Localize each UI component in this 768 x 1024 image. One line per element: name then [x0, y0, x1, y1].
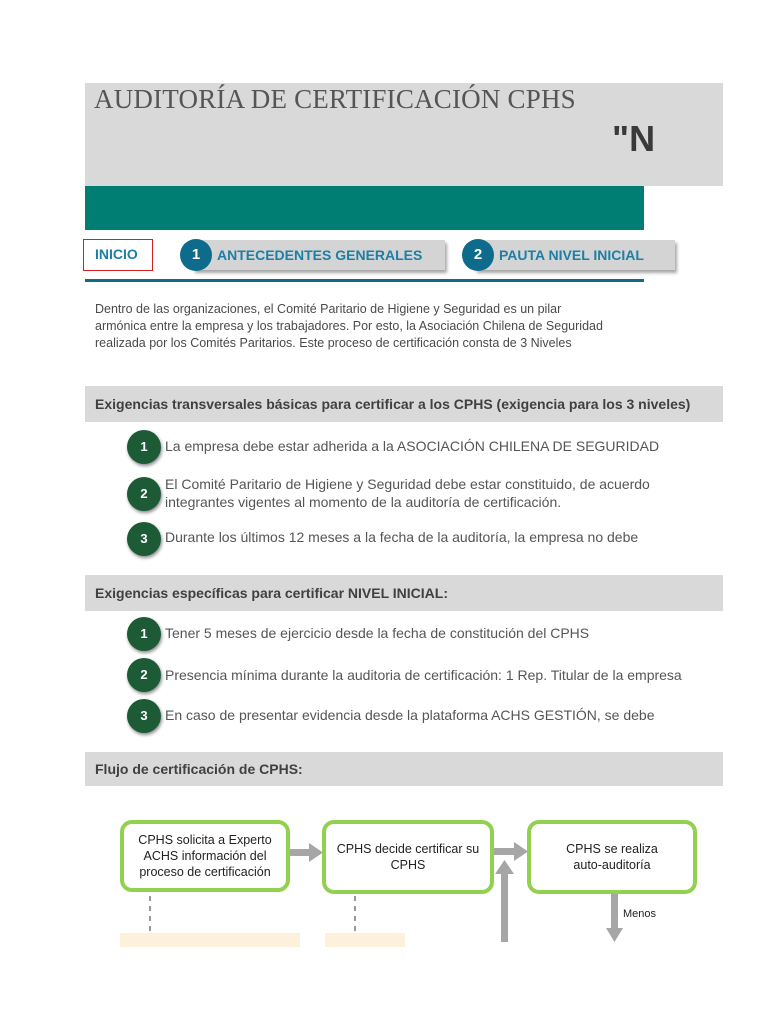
list-item — [125, 655, 682, 699]
arrow-shaft — [501, 872, 508, 942]
number-badge: 3 — [127, 522, 161, 556]
list-item-text: Tener 5 meses de ejercicio desde la fecha de constitución del CPHS — [165, 625, 590, 641]
flow-diagram — [85, 800, 658, 942]
list-item — [125, 472, 650, 516]
arrow-shaft — [290, 849, 310, 856]
tab-number-badge: 2 — [462, 239, 494, 271]
flow-step-text-line: auto-auditoría — [573, 858, 651, 872]
list-item-text-line: integrantes vigentes al momento de la auditoría de certificación. — [165, 494, 562, 510]
list-item — [125, 613, 644, 657]
tab-label: ANTECEDENTES GENERALES — [217, 247, 423, 263]
list-item-text — [165, 475, 650, 511]
list-item-text: En caso de presentar evidencia desde la plataforma ACHS GESTIÓN, se debe — [165, 707, 655, 723]
tab-antecedentes-generales[interactable] — [193, 240, 445, 270]
section-header-flujo — [85, 752, 723, 786]
list-item-text: Durante los últimos 12 meses a la fecha de la auditoría, la empresa no debe — [165, 529, 639, 545]
list-item — [125, 518, 644, 562]
arrow-shaft — [494, 848, 515, 855]
list-item-text: La empresa debe estar adherida a la ASOCIACIÓN CHILENA DE SEGURIDAD — [165, 438, 660, 454]
intro-line: realizada por los Comités Paritarios. Este proceso de certificación consta de 3 Niveles — [95, 336, 572, 350]
flow-arrow-label: Menos — [623, 908, 657, 920]
intro-paragraph — [95, 301, 644, 352]
flow-step-decide: CPHS decide certificar su CPHS — [322, 820, 494, 894]
list-item-text: Presencia mínima durante la auditoria de certificación: 1 Rep. Titular de la empresa — [165, 667, 682, 683]
list-item — [125, 427, 660, 471]
number-badge: 2 — [127, 658, 161, 692]
number-badge: 1 — [127, 430, 161, 464]
arrow-right-icon — [514, 842, 528, 861]
intro-line: Dentro de las organizaciones, el Comité Paritario de Higiene y Seguridad es un pilar — [95, 302, 562, 316]
flow-note-box — [325, 933, 405, 947]
section-heading: Flujo de certificación de CPHS: — [95, 761, 303, 777]
tab-label: PAUTA NIVEL INICIAL — [499, 247, 644, 263]
arrow-down-icon — [606, 928, 623, 942]
flow-note-box — [120, 933, 300, 947]
intro-line: armónica entre la empresa y los trabajadores. Por esto, la Asociación Chilena de Seguridad — [95, 319, 603, 333]
arrow-up-icon — [495, 860, 514, 874]
teal-banner — [85, 186, 644, 230]
section-heading: Exigencias específicas para certificar NIVEL INICIAL: — [95, 585, 449, 601]
section-heading: Exigencias transversales básicas para certificar a los CPHS (exigencia para los 3 niveles) — [95, 396, 691, 412]
nav-bar — [80, 236, 644, 284]
nav-divider — [85, 279, 644, 282]
tab-pauta-nivel-inicial[interactable] — [475, 240, 675, 270]
list-item-text-line: El Comité Paritario de Higiene y Seguridad debe estar constituido, de acuerdo — [165, 476, 650, 492]
number-badge: 2 — [127, 477, 161, 511]
flow-step-auto-auditoria — [527, 820, 697, 894]
tab-number-badge: 1 — [180, 239, 212, 271]
number-badge: 3 — [127, 699, 161, 733]
page-title: AUDITORÍA DE CERTIFICACIÓN CPHS — [94, 84, 576, 114]
arrow-shaft — [611, 894, 618, 930]
flow-step-solicita: CPHS solicita a Experto ACHS información del proceso de certificación — [120, 820, 290, 892]
section-header-transversal — [85, 386, 723, 422]
arrow-right-icon — [309, 843, 323, 862]
flow-step-text-line: CPHS se realiza — [566, 842, 658, 856]
list-item — [125, 695, 655, 739]
page-subtitle: "N — [612, 118, 656, 159]
home-link[interactable]: INICIO — [83, 239, 153, 271]
number-badge: 1 — [127, 617, 161, 651]
section-header-especificas — [85, 575, 723, 611]
